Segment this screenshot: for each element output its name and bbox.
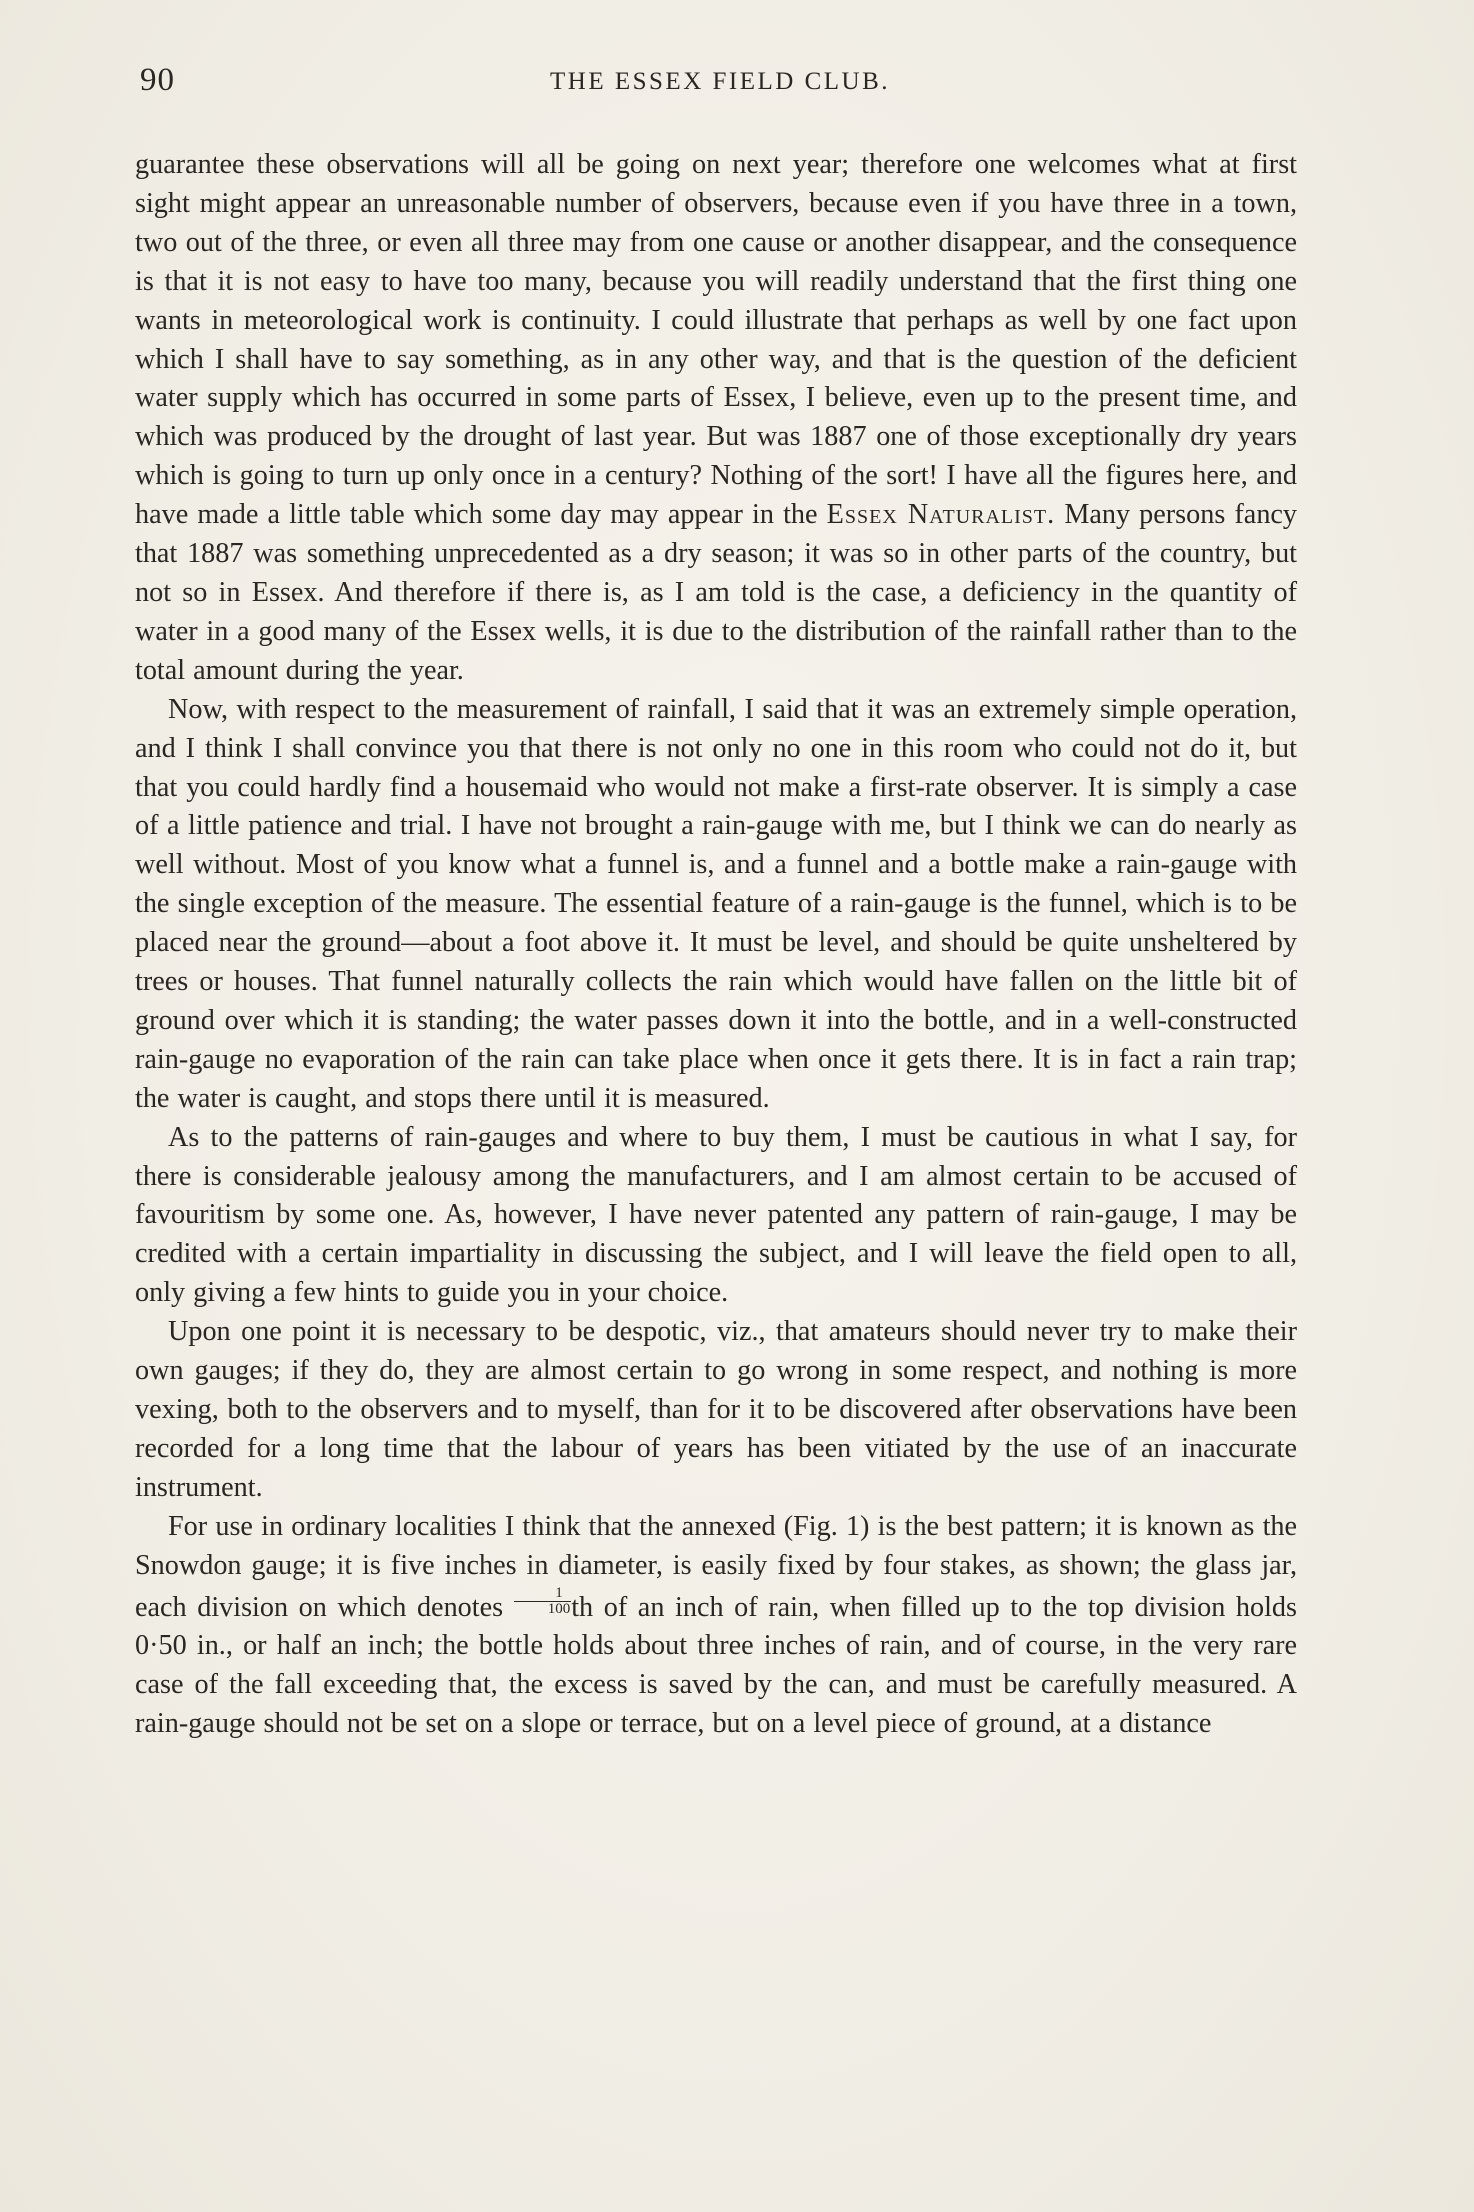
paragraph-2: Now, with respect to the measurement of rainfall, I said that it was an extremely simple operation, and I think I shall convince you that there is not only no one in this room who could not do it, but that you could hardly find a housemaid who would not make a first-rate observer. It is simply a case of a little patience and trial. I have not brought a rain-gauge with me, but I think we can do nearly as well without. Most of you know what a funnel is, and a funnel and a bottle make a rain-gauge with the single exception of the measure. The essential feature of a rain-gauge is the funnel, which is to be placed near the ground—about a foot above it. It must be level, and should be quite unsheltered by trees or houses. That funnel naturally collects the rain which would have fallen on the little bit of ground over which it is standing; the water passes down it into the bottle, and in a well-constructed rain-gauge no evaporation of the rain can take place when once it gets there. It is in fact a rain trap; the water is caught, and stops there until it is measured. <box>135 693 1297 1114</box>
paragraph-5 <box>135 1508 1297 1744</box>
paragraph-5-text-b: th of an inch of rain, when filled up to the top division holds 0·50 in., or half an inch; the bottle holds about three inches of rain, and of course, in the very rare case of the fall exceeding that, the excess is saved by the can, and must be carefully measured. A rain-gauge should not be set on a slope or terrace, but on a level piece of ground, at a distance <box>135 1591 1297 1740</box>
paragraph-1-text-b: Many persons fancy that 1887 was something unprecedented as a dry season; it was so in other parts of the country, but not so in Essex. And therefore if there is, as I am told is the case, a deficiency in the quantity of water in a good many of the Essex wells, it is due to the distribution of the rainfall rather than to the total amount during the year. <box>135 499 1298 686</box>
running-head: THE ESSEX FIELD CLUB. <box>550 68 890 95</box>
paragraph-1-text-a: guarantee these observations will all be going on next year; therefore one welcomes what at first sight might appear an unreasonable number of observers, because even if you have three in a town, two out of the three, or even all three may from one cause or another disappear, and the consequence is that it is not easy to have too many, because you will readily understand that the first thing one wants in meteorological work is continuity. I could illustrate that perhaps as well by one fact upon which I shall have to say something, as in any other way, and that is the question of the deficient water supply which has occurred in some parts of Essex, I believe, even up to the present time, and which was produced by the drought of last year. But was 1887 one of those exceptionally dry years which is going to turn up only once in a century? Nothing of the sort! I have all the figures here, and have made a little table which some day may appear in the <box>135 149 1297 531</box>
body-text <box>135 146 1297 1744</box>
page-number: 90 <box>140 62 175 98</box>
fraction <box>514 1586 572 1617</box>
page-header <box>140 62 1300 102</box>
paragraph-3: As to the patterns of rain-gauges and where to buy them, I must be cautious in what I say, for there is considerable jealousy among the manufacturers, and I am almost certain to be accused of favouritism by some one. As, however, I have never patented any pattern of rain-gauge, I may be credited with a certain impartiality in discussing the subject, and I will leave the field open to all, only giving a few hints to guide you in your choice. <box>135 1121 1297 1309</box>
fraction-denominator: 100 <box>547 1600 571 1617</box>
journal-name: Essex Naturalist. <box>826 499 1056 531</box>
paragraph-5-text-a: For use in ordinary localities I think that the annexed (Fig. 1) is the best pattern; it is known as the Snowdon gauge; it is five inches in diameter, is easily fixed by four stakes, as shown; the glass jar, each division on which denotes <box>135 1510 1297 1623</box>
paragraph-4: Upon one point it is necessary to be despotic, viz., that amateurs should never try to make their own gauges; if they do, they are almost certain to go wrong in some respect, and nothing is more vexing, both to the observers and to myself, than for it to be discovered after observations have been recorded for a long time that the labour of years has been vitiated by the use of an inaccurate instrument. <box>135 1316 1297 1503</box>
fraction-numerator: 1 <box>514 1586 572 1602</box>
paragraph-1 <box>135 146 1297 691</box>
